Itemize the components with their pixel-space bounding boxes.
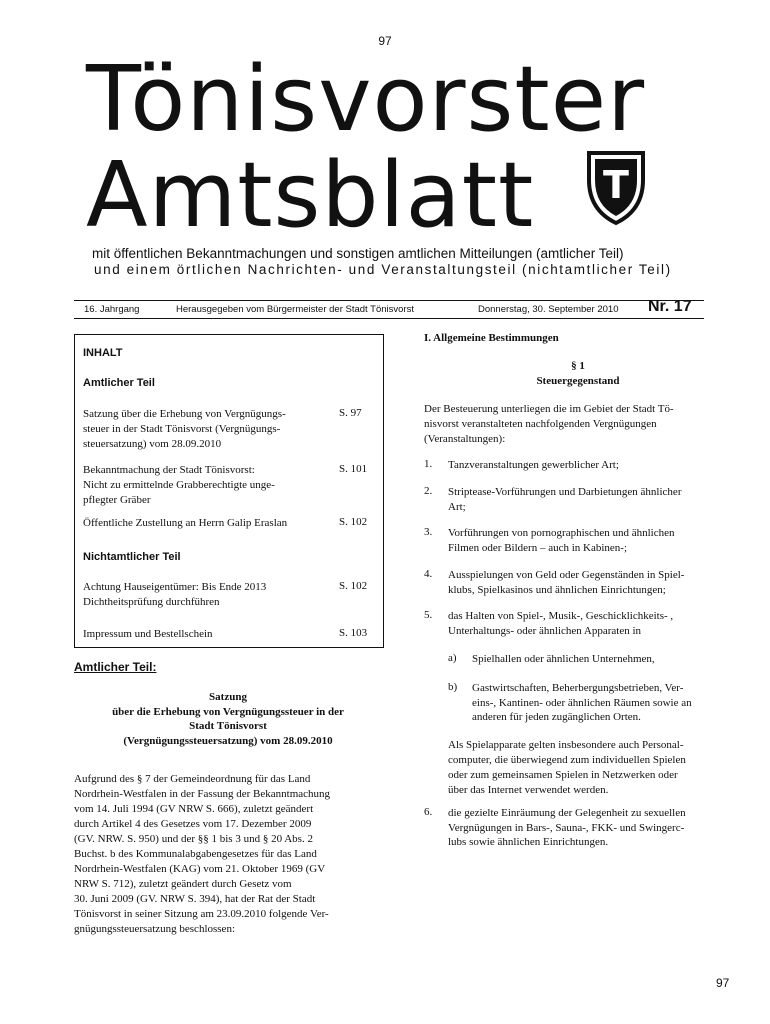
list-item	[448, 609, 732, 638]
list-item-line: Vorführungen von pornographischen und ähnlichen	[448, 527, 675, 539]
list-item	[448, 485, 732, 514]
header-rule-top	[74, 300, 704, 301]
statute-title-line: Satzung	[209, 691, 247, 703]
preamble-line: gnügungssteuersatzung beschlossen:	[74, 923, 235, 935]
sub-item-line: anderen für jeden zugänglichen Orten.	[472, 711, 641, 723]
header-publisher: Herausgegeben vom Bürgermeister der Stadt Tönisvorst	[176, 304, 414, 315]
toc-entry-page: S. 103	[339, 627, 368, 639]
statute-title	[74, 690, 382, 748]
toc-entry	[83, 463, 327, 508]
list-item-line: das Halten von Spiel-, Musik-, Geschicklichkeits- ,	[448, 610, 674, 622]
statute-title-line: Stadt Tönisvorst	[189, 720, 267, 732]
toc-section-official: Amtlicher Teil	[83, 377, 155, 389]
toc-heading: INHALT	[83, 347, 123, 359]
toc-entry-line: Öffentliche Zustellung an Herrn Galip Eraslan	[83, 517, 288, 529]
list-item-number: 1.	[424, 458, 433, 470]
list-item	[448, 526, 732, 555]
crest-letter: T	[603, 163, 629, 207]
sub-item-line: Gastwirtschaften, Beherbergungsbetrieben, Ver-	[472, 682, 684, 694]
apparatus-note	[448, 738, 732, 798]
toc-entry	[83, 516, 339, 531]
preamble-line: (GV. NRW. S. 950) und der §§ 1 bis 3 und § 20 Abs. 2	[74, 833, 313, 845]
toc-entry-line: steuersatzung) vom 28.09.2010	[83, 438, 222, 450]
list-item-number: 2.	[424, 485, 433, 497]
page-number-bottom: 97	[716, 976, 730, 990]
toc-entry-line: Satzung über die Erhebung von Vergnügungs-	[83, 408, 286, 420]
header-year: 16. Jahrgang	[84, 304, 140, 315]
paragraph-number: § 1	[571, 360, 585, 372]
table-of-contents	[74, 334, 384, 648]
masthead-title-line1: Tönisvorster	[86, 47, 646, 152]
preamble-line: Nordrhein-Westfalen (KAG) vom 21. Oktober 1969 (GV	[74, 863, 326, 875]
statute-title-line: über die Erhebung von Vergnügungssteuer in der	[112, 705, 344, 718]
intro-text	[424, 402, 732, 447]
list-item-number: 6.	[424, 806, 433, 818]
note-line: Als Spielapparate gelten insbesondere auch Personal-	[448, 739, 684, 751]
toc-entry-page: S. 97	[339, 407, 362, 419]
header-rule-bottom	[74, 318, 704, 319]
toc-entry-line: Bekanntmachung der Stadt Tönisvorst:	[83, 464, 255, 476]
intro-line: nisvorst veranstalteten nachfolgenden Vergnügungen	[424, 418, 657, 430]
list-item-line: Ausspielungen von Geld oder Gegenständen in Spiel-	[448, 569, 685, 581]
sub-item-letter: a)	[448, 652, 457, 664]
list-item	[448, 806, 732, 850]
header-issue-number: Nr. 17	[648, 298, 692, 315]
toc-entry-line: Impressum und Bestellschein	[83, 628, 213, 640]
preamble-line: Tönisvorst in seiner Sitzung am 23.09.2010 folgende Ver-	[74, 908, 329, 920]
toc-entry-page: S. 102	[339, 516, 368, 528]
sub-item	[472, 652, 732, 667]
toc-entry-line: Dichtheitsprüfung durchführen	[83, 596, 220, 608]
list-item-line: Tanzveranstaltungen gewerblicher Art;	[448, 459, 619, 471]
note-line: oder zum gemeinsamen Spielen in Netzwerken oder	[448, 769, 678, 781]
list-item-line: die gezielte Einräumung der Gelegenheit zu sexuellen	[448, 807, 686, 819]
note-line: über das Internet verwendet werden.	[448, 784, 609, 796]
list-item-line: Unterhaltungs- oder ähnlichen Apparaten in	[448, 624, 642, 637]
list-item-number: 5.	[424, 609, 433, 621]
toc-entry-page: S. 101	[339, 463, 368, 475]
sub-item-line: eins-, Kantinen- oder ähnlichen Räumen sowie an	[472, 696, 692, 709]
toc-entry-line: Nicht zu ermittelnde Grabberechtigte unge-	[83, 479, 275, 491]
toc-entry-line: steuer in der Stadt Tönisvorst (Vergnügungs-	[83, 423, 281, 435]
preamble-line: Aufgrund des § 7 der Gemeindeordnung für das Land	[74, 773, 311, 785]
city-crest-icon	[586, 150, 646, 226]
sub-item-letter: b)	[448, 681, 458, 693]
masthead-subtitle-1: mit öffentlichen Bekanntmachungen und sonstigen amtlichen Mitteilungen (amtlicher Teil)	[92, 246, 624, 261]
list-item-line: Striptease-Vorführungen und Darbietungen ähnlicher	[448, 486, 682, 498]
preamble-line: durch Artikel 4 des Gesetzes vom 17. Dezember 2009	[74, 818, 312, 830]
preamble-line: Buchst. b des Kommunalabgabengesetzes für das Land	[74, 848, 317, 860]
list-item	[448, 568, 732, 597]
list-item-line: klubs, Spielkasinos und ähnlichen Einrichtungen;	[448, 583, 666, 596]
toc-entry	[83, 407, 327, 452]
intro-line: (Veranstaltungen):	[424, 433, 506, 445]
list-item	[448, 458, 732, 473]
preamble-line: NRW S. 712), zuletzt geändert durch Gesetz vom	[74, 878, 292, 890]
preamble-line: 30. Juni 2009 (GV. NRW S. 394), hat der Rat der Stadt	[74, 893, 316, 905]
intro-line: Der Besteuerung unterliegen die im Gebiet der Stadt Tö-	[424, 403, 674, 415]
statute-preamble	[74, 772, 382, 937]
toc-entry	[83, 580, 327, 610]
list-item-number: 3.	[424, 526, 433, 538]
section-label-official: Amtlicher Teil:	[74, 660, 157, 674]
preamble-line: vom 14. Juli 1994 (GV NRW S. 666), zuletzt geändert	[74, 803, 314, 815]
section-heading: I. Allgemeine Bestimmungen	[424, 332, 559, 344]
list-item-line: lubs sowie ähnlichen Einrichtungen.	[448, 836, 609, 848]
sub-item-line: Spielhallen oder ähnlichen Unternehmen,	[472, 653, 655, 665]
list-item-line: Vergnügungen in Bars-, Sauna-, FKK- und Swingerc-	[448, 821, 685, 834]
toc-section-unofficial: Nichtamtlicher Teil	[83, 551, 181, 563]
toc-entry-line: Achtung Hauseigentümer: Bis Ende 2013	[83, 581, 267, 593]
preamble-line: Nordrhein-Westfalen in der Fassung der Bekanntmachung	[74, 788, 331, 800]
toc-entry-line: pflegter Gräber	[83, 494, 151, 506]
list-item-number: 4.	[424, 568, 433, 580]
list-item-line: Filmen oder Bildern – auch in Kabinen-;	[448, 541, 628, 554]
toc-entry	[83, 627, 327, 642]
sub-item	[472, 681, 732, 725]
paragraph-title: Steuergegenstand	[536, 375, 620, 387]
list-item-line: Art;	[448, 500, 466, 513]
note-line: computer, die überwiegend zum individuellen Spielen	[448, 754, 686, 766]
toc-entry-page: S. 102	[339, 580, 368, 592]
masthead-title-line2: Amtsblatt	[86, 143, 535, 248]
header-date: Donnerstag, 30. September 2010	[478, 304, 619, 315]
page-number-top: 97	[378, 34, 392, 48]
masthead-subtitle-2: und einem örtlichen Nachrichten- und Veranstaltungsteil (nichtamtlicher Teil)	[94, 262, 672, 277]
statute-title-line: (Vergnügungssteuersatzung) vom 28.09.2010	[123, 734, 333, 747]
